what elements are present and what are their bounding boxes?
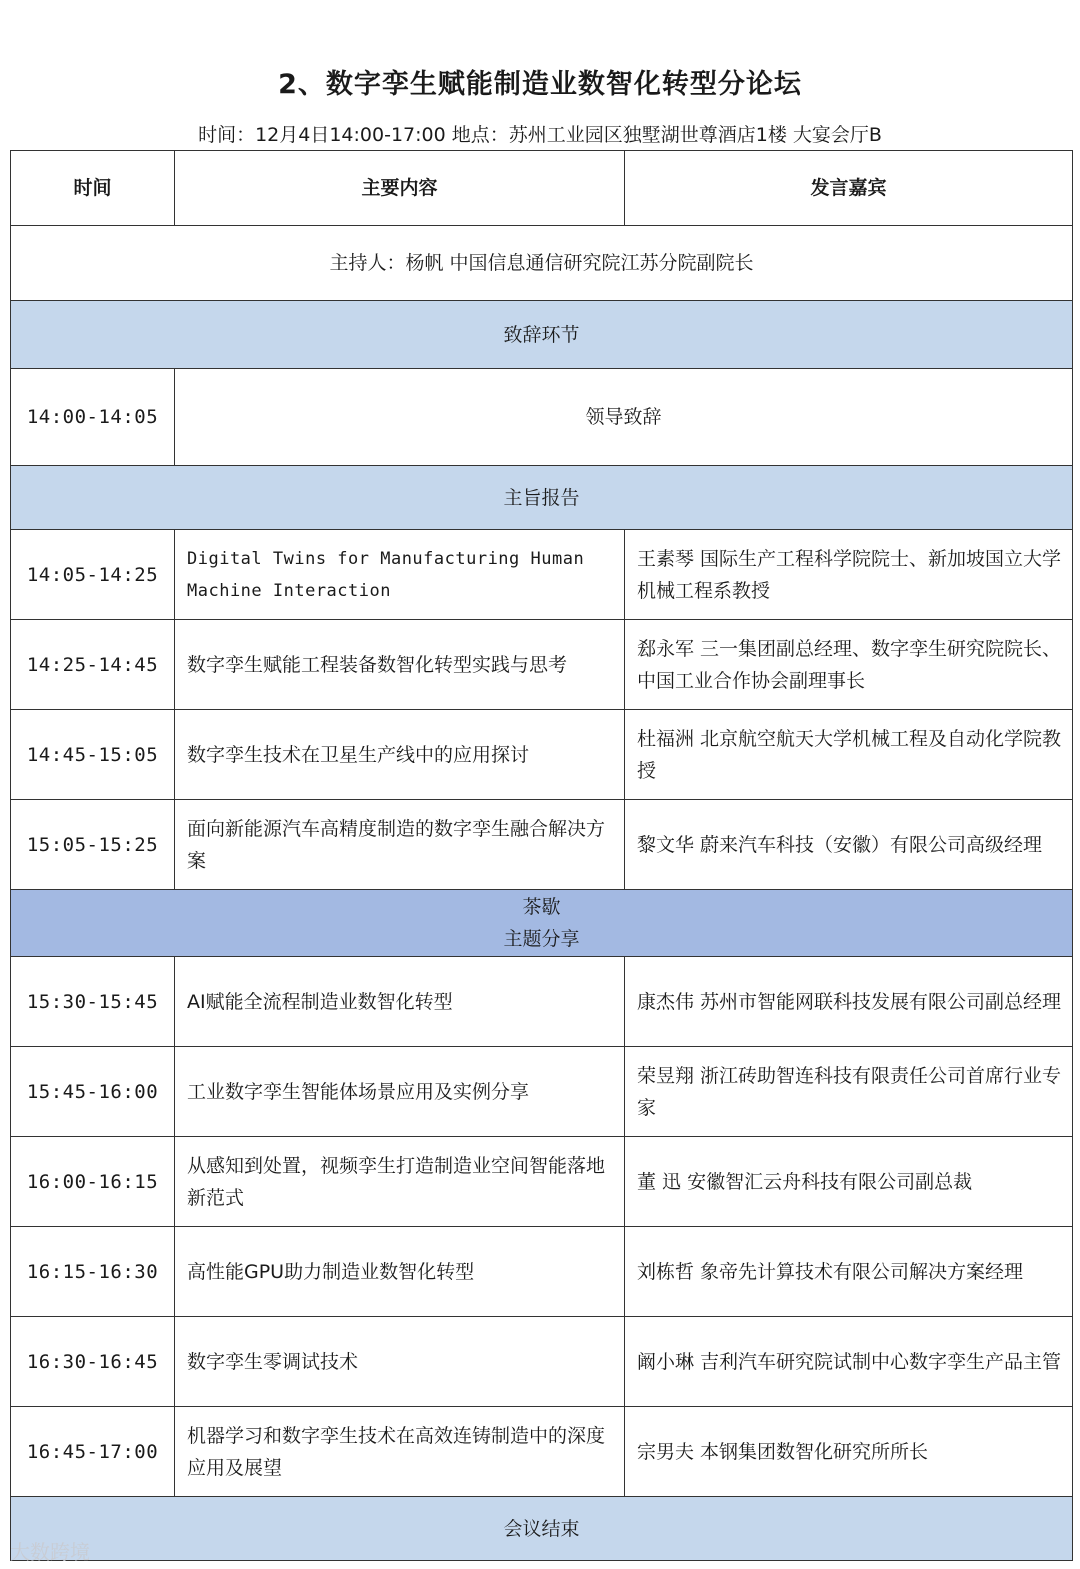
header-time: 时间 (11, 151, 175, 226)
row-speaker: 荣昱翔 浙江砖助智连科技有限责任公司首席行业专家 (625, 1047, 1073, 1137)
row-topic: 数字孪生赋能工程装备数智化转型实践与思考 (175, 620, 625, 710)
row-topic: 高性能GPU助力制造业数智化转型 (175, 1227, 625, 1317)
row-time: 15:30-15:45 (11, 957, 175, 1047)
section-tea-break (11, 890, 1073, 957)
row-speaker: 黎文华 蔚来汽车科技（安徽）有限公司高级经理 (625, 800, 1073, 890)
row-topic: Digital Twins for Manufacturing Human Machine Interaction (175, 530, 625, 620)
host-text: 主持人：杨帆 中国信息通信研究院江苏分院副院长 (11, 226, 1073, 301)
table-row (11, 710, 1073, 800)
section-keynote-label: 主旨报告 (11, 466, 1073, 530)
host-row (11, 226, 1073, 301)
row-topic: 从感知到处置，视频孪生打造制造业空间智能落地新范式 (175, 1137, 625, 1227)
row-time: 14:00-14:05 (11, 369, 175, 466)
section-tea-break-label (11, 890, 1073, 957)
row-time: 16:00-16:15 (11, 1137, 175, 1227)
table-row (11, 800, 1073, 890)
table-row (11, 1047, 1073, 1137)
row-speaker: 郄永军 三一集团副总经理、数字孪生研究院院长、中国工业合作协会副理事长 (625, 620, 1073, 710)
section-opening-label: 致辞环节 (11, 301, 1073, 369)
header-row (11, 151, 1073, 226)
section-closing (11, 1497, 1073, 1561)
row-speaker: 刘栋哲 象帝先计算技术有限公司解决方案经理 (625, 1227, 1073, 1317)
event-info: 时间：12月4日14:00-17:00 地点：苏州工业园区独墅湖世尊酒店1楼 大宴会厅B (198, 124, 882, 146)
table-row (11, 1407, 1073, 1497)
section-opening (11, 301, 1073, 369)
section-keynote (11, 466, 1073, 530)
row-speaker: 阚小琳 吉利汽车研究院试制中心数字孪生产品主管 (625, 1317, 1073, 1407)
row-speaker: 宗男夫 本钢集团数智化研究所所长 (625, 1407, 1073, 1497)
row-speaker: 杜福洲 北京航空航天大学机械工程及自动化学院教授 (625, 710, 1073, 800)
row-topic: 数字孪生技术在卫星生产线中的应用探讨 (175, 710, 625, 800)
agenda-table (10, 150, 1073, 1561)
watermark: 大数跨境 (10, 1540, 90, 1564)
topic-share-label: 主题分享 (503, 928, 580, 950)
row-topic: 面向新能源汽车高精度制造的数字孪生融合解决方案 (175, 800, 625, 890)
row-time: 14:45-15:05 (11, 710, 175, 800)
row-topic: 工业数字孪生智能体场景应用及实例分享 (175, 1047, 625, 1137)
row-speaker: 王素琴 国际生产工程科学院院士、新加坡国立大学机械工程系教授 (625, 530, 1073, 620)
section-closing-label: 会议结束 (11, 1497, 1073, 1561)
row-time: 16:15-16:30 (11, 1227, 175, 1317)
page-title: 2、数字孪生赋能制造业数智化转型分论坛 (278, 69, 802, 100)
row-time: 15:45-16:00 (11, 1047, 175, 1137)
table-row (11, 620, 1073, 710)
header-speaker: 发言嘉宾 (625, 151, 1073, 226)
row-time: 16:45-17:00 (11, 1407, 175, 1497)
row-speaker: 董 迅 安徽智汇云舟科技有限公司副总裁 (625, 1137, 1073, 1227)
row-time: 16:30-16:45 (11, 1317, 175, 1407)
row-topic: 机器学习和数字孪生技术在高效连铸制造中的深度应用及展望 (175, 1407, 625, 1497)
tea-break-label: 茶歇 (522, 896, 561, 918)
table-row (11, 1317, 1073, 1407)
row-time: 14:25-14:45 (11, 620, 175, 710)
row-speaker: 康杰伟 苏州市智能网联科技发展有限公司副总经理 (625, 957, 1073, 1047)
row-time: 15:05-15:25 (11, 800, 175, 890)
row-topic: 数字孪生零调试技术 (175, 1317, 625, 1407)
table-row (11, 957, 1073, 1047)
table-row (11, 1137, 1073, 1227)
row-content: 领导致辞 (175, 369, 1073, 466)
row-topic: AI赋能全流程制造业数智化转型 (175, 957, 625, 1047)
table-row (11, 1227, 1073, 1317)
row-time: 14:05-14:25 (11, 530, 175, 620)
table-row (11, 530, 1073, 620)
table-row (11, 369, 1073, 466)
header-topic: 主要内容 (175, 151, 625, 226)
